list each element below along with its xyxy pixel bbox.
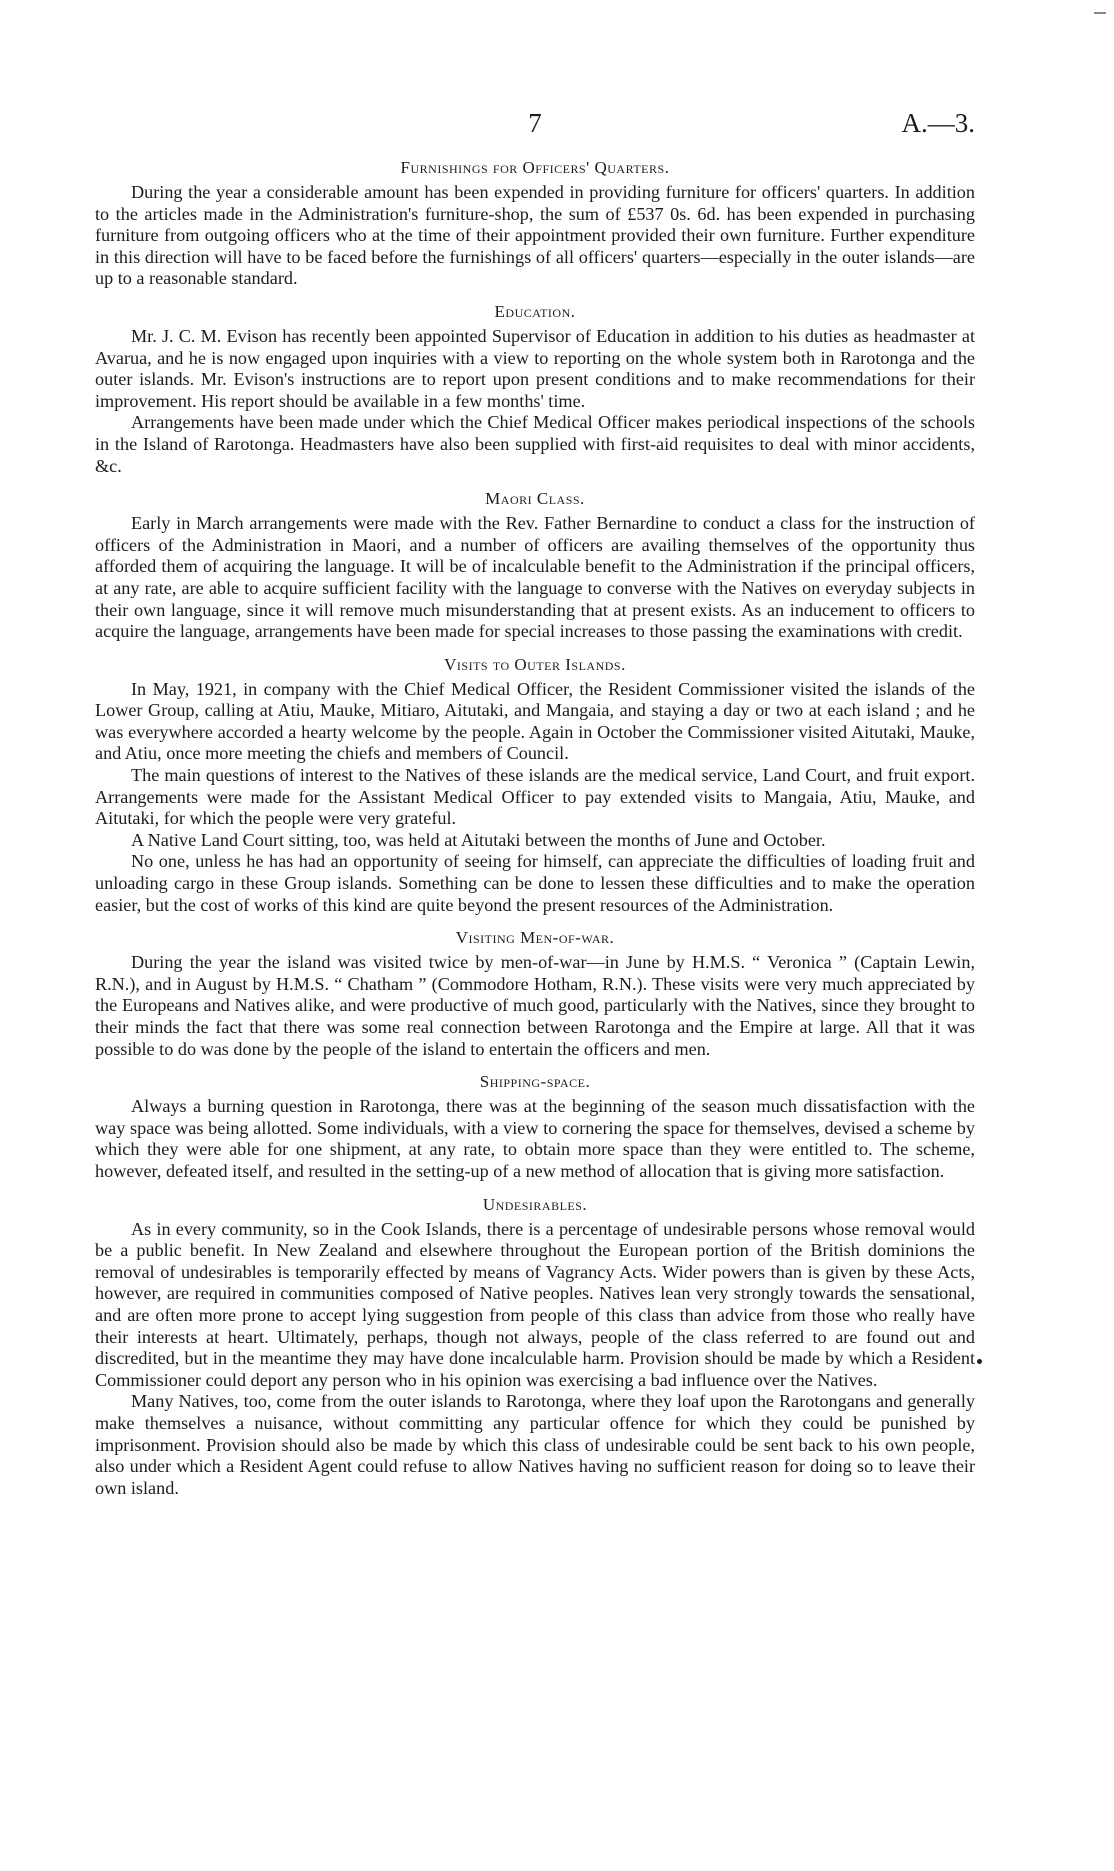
paragraph-visits-1: In May, 1921, in company with the Chief Medical Officer, the Resident Commissioner visited the islands of the Lower Group, calling at Atiu, Mauke, Mitiaro, Aitutaki, and Mangaia, and staying a day or two at each island ; and he was everywhere accorded a hearty welcome by the people. Again in October the Commissioner visited Aitutaki, Mauke, and Atiu, once more meeting the chiefs and members of Council. xyxy=(95,678,975,764)
page-number: 7 xyxy=(528,108,542,138)
paragraph-visits-3: A Native Land Court sitting, too, was held at Aitutaki between the months of June and October. xyxy=(131,829,826,850)
section-heading-shipping-space: Shipping-space. xyxy=(479,1072,591,1092)
paragraph-undesirables-2: Many Natives, too, come from the outer islands to Rarotonga, where they loaf upon the Rarotongans and generally make themselves a nuisance, without committing any particular offence for which they could be punished by imprisonment. Provision should also be made by which this class of undesirable could be sent back to his own people, also under which a Resident Agent could refuse to allow Natives having no sufficient reason for doing so to leave their own island. xyxy=(95,1391,975,1498)
ink-speck xyxy=(977,1359,982,1364)
section-heading-furnishings: Furnishings for Officers' Quarters. xyxy=(400,158,670,177)
paragraph-visits-4: No one, unless he has had an opportunity of seeing for himself, can appreciate the difficulties of loading fruit and unloading cargo in these Group islands. Something can be done to lessen these difficulties and to make the operation easier, but the cost of works of this kind are quite beyond the present resources of the Administration. xyxy=(95,851,975,915)
section-heading-education: Education. xyxy=(494,301,576,321)
paragraph-education-2: Arrangements have been made under which the Chief Medical Officer makes periodical inspections of the schools in the Island of Rarotonga. Headmasters have also been supplied with first-aid requisites to deal with minor accidents, &c. xyxy=(95,412,975,476)
document-reference: A.—3. xyxy=(901,108,975,138)
document-body xyxy=(95,158,975,1499)
paragraph-education-1: Mr. J. C. M. Evison has recently been appointed Supervisor of Education in addition to his duties as headmaster at Avarua, and he is now engaged upon inquiries with a view to reporting on the whole system both in Rarotonga and the outer islands. Mr. Evison's instructions are to report upon present conditions and to make recommendations for their improvement. His report should be available in a few months' time. xyxy=(95,325,975,411)
section-heading-undesirables: Undesirables. xyxy=(482,1194,588,1214)
section-heading-maori-class: Maori Class. xyxy=(485,489,585,509)
section-heading-men-of-war: Visiting Men-of-war. xyxy=(455,928,615,948)
paragraph-undesirables-1: As in every community, so in the Cook Islands, there is a percentage of undesirable persons whose removal would be a public benefit. In New Zealand and elsewhere throughout the European portion of the British dominions the removal of undesirables is temporarily effected by means of Vagrancy Acts. Wider powers than is given by these Acts, however, are required in communities composed of Native peoples. Natives lean very strongly towards the sensational, and are often more prone to accept lying suggestion from people of this class than advice from those who really have their interests at heart. Ultimately, perhaps, though not always, people of the class referred to are found out and discredited, but in the meantime they may have done incalculable harm. Provision should be made by which a Resident Commissioner could deport any person who in his opinion was exercising a bad influence over the Natives. xyxy=(95,1218,975,1390)
paragraph-shipping-space: Always a burning question in Rarotonga, there was at the beginning of the season much dissatisfaction with the way space was being allotted. Some individuals, with a view to cornering the space for themselves, devised a scheme by which they were able for one shipment, at any rate, to obtain more space than they were entitled to. The scheme, however, defeated itself, and resulted in the setting-up of a new method of allocation that is giving more satisfaction. xyxy=(95,1096,975,1181)
paragraph-visits-2: The main questions of interest to the Natives of these islands are the medical service, Land Court, and fruit export. Arrangements were made for the Assistant Medical Officer to pay extended visits to Mangaia, Atiu, Mauke, and Aitutaki, for which the people were very grateful. xyxy=(95,765,975,829)
paragraph-men-of-war: During the year the island was visited twice by men-of-war—in June by H.M.S. “ Veronica ” (Captain Lewin, R.N.), and in August by H.M.S. “ Chatham ” (Commodore Hotham, R.N.). These visits were very much appreciated by the Europeans and Natives alike, and were productive of much good, particularly with the Natives, since they brought to their minds the fact that there was some real connection between Rarotonga and the Empire at large. All that it was possible to do was done by the people of the island to entertain the officers and men. xyxy=(95,952,975,1059)
page-header xyxy=(95,108,975,142)
paragraph-furnishings: During the year a considerable amount has been expended in providing furniture for officers' quarters. In addition to the articles made in the Administration's furniture-shop, the sum of £537 0s. 6d. has been expended in purchasing furniture from outgoing officers who at the time of their appointment provided their own furniture. Further expenditure in this direction will have to be faced before the furnishings of all officers' quarters—especially in the outer islands—are up to a reasonable standard. xyxy=(95,182,975,289)
scan-mark xyxy=(1094,12,1106,14)
paragraph-maori-class: Early in March arrangements were made with the Rev. Father Bernardine to conduct a class for the instruction of officers of the Administration in Maori, and a number of officers are availing themselves of the opportunity thus afforded them of acquiring the language. It will be of incalculable benefit to the Administration if the principal officers, at any rate, are able to acquire sufficient facility with the language to converse with the Natives on everyday subjects in their own language, since it will remove much misunderstanding that at present exists. As an inducement to officers to acquire the language, arrangements have been made for special increases to those passing the examinations with credit. xyxy=(95,513,975,642)
section-heading-visits: Visits to Outer Islands. xyxy=(444,654,626,674)
